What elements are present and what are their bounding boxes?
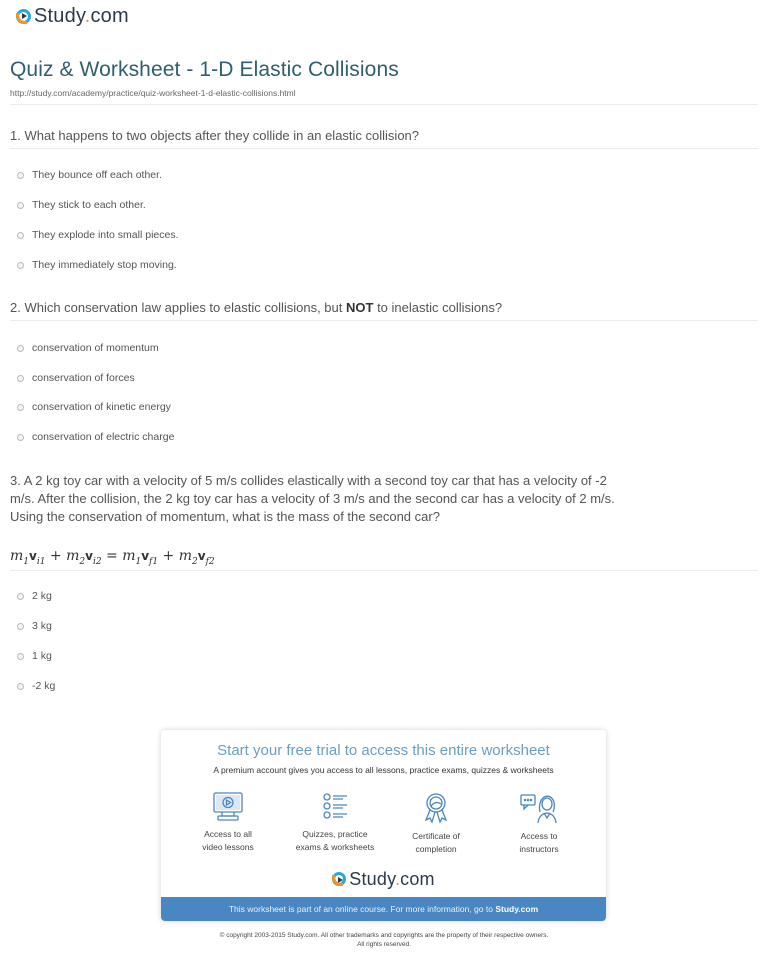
promo-study-logo[interactable]: Study.com <box>161 870 606 888</box>
study-logo[interactable] <box>16 6 129 26</box>
source-url: http://study.com/academy/practice/quiz-worksheet-1-d-elastic-collisions.html <box>10 88 296 98</box>
divider <box>10 104 758 105</box>
divider <box>10 570 758 571</box>
question-1-text: 1. What happens to two objects after they collide in an elastic collision? <box>10 128 420 143</box>
study-link[interactable]: Study.com <box>495 904 539 914</box>
play-circle-icon <box>332 872 346 886</box>
radio-button[interactable] <box>17 683 24 690</box>
feature-quizzes: Quizzes, practice exams & worksheets <box>280 792 390 854</box>
course-info-banner: This worksheet is part of an online course. For more information, go to Study.com <box>161 897 606 921</box>
feature-list <box>161 792 606 862</box>
radio-button[interactable] <box>17 404 24 411</box>
premium-promo-card <box>161 730 606 921</box>
answer-option[interactable]: 1 kg <box>17 650 52 662</box>
radio-button[interactable] <box>17 232 24 239</box>
answer-option[interactable]: They explode into small pieces. <box>17 229 179 241</box>
instructor-chat-icon <box>519 792 559 824</box>
radio-button[interactable] <box>17 172 24 179</box>
answer-option[interactable]: conservation of kinetic energy <box>17 401 171 413</box>
question-2-text: 2. Which conservation law applies to elastic collisions, but NOT to inelastic collisions? <box>10 300 503 315</box>
certificate-ribbon-icon <box>422 792 450 824</box>
answer-option[interactable]: 2 kg <box>17 590 52 602</box>
answer-option[interactable]: conservation of momentum <box>17 342 159 354</box>
copyright-notice: © copyright 2003-2015 Study.com. All other trademarks and copyrights are the property of their respective owners. All rights reserved. <box>219 932 549 948</box>
divider <box>10 320 758 321</box>
radio-button[interactable] <box>17 653 24 660</box>
feature-video-lessons: Access to all video lessons <box>173 792 283 854</box>
radio-button[interactable] <box>17 202 24 209</box>
answer-option[interactable]: They immediately stop moving. <box>17 259 177 271</box>
logo-text: Study.com <box>34 5 129 27</box>
answer-option[interactable]: -2 kg <box>17 680 55 692</box>
feature-certificate: Certificate of completion <box>381 792 491 856</box>
radio-button[interactable] <box>17 345 24 352</box>
radio-button[interactable] <box>17 623 24 630</box>
question-3-text: 3. A 2 kg toy car with a velocity of 5 m/s collides elastically with a second toy car that has a velocity of -2 m/s. After the collision, the 2 kg toy car has a velocity of 3 m/s and the second car has a velocity of 2 m/s. Using the conservation of momentum, what is the mass of the second car? <box>10 473 615 524</box>
answer-option[interactable]: They stick to each other. <box>17 199 146 211</box>
promo-subline: A premium account gives you access to all lessons, practice exams, quizzes & worksheets <box>213 765 554 775</box>
radio-button[interactable] <box>17 593 24 600</box>
radio-button[interactable] <box>17 434 24 441</box>
feature-instructors: Access to instructors <box>484 792 594 856</box>
video-monitor-icon <box>211 792 245 822</box>
radio-button[interactable] <box>17 262 24 269</box>
answer-option[interactable]: 3 kg <box>17 620 52 632</box>
divider <box>10 148 758 149</box>
radio-button[interactable] <box>17 375 24 382</box>
answer-option[interactable]: conservation of forces <box>17 372 135 384</box>
checklist-icon <box>320 792 350 822</box>
promo-headline[interactable]: Start your free trial to access this entire worksheet <box>217 742 550 759</box>
play-circle-icon <box>16 9 31 24</box>
answer-option[interactable]: They bounce off each other. <box>17 169 162 181</box>
momentum-formula: $m_1v_{i1} + m_2v_{i2} = m_1v_{f1} + m_2v_{f2}$ <box>10 548 215 567</box>
answer-option[interactable]: conservation of electric charge <box>17 431 174 443</box>
page-title: Quiz & Worksheet - 1-D Elastic Collisions <box>10 58 399 81</box>
